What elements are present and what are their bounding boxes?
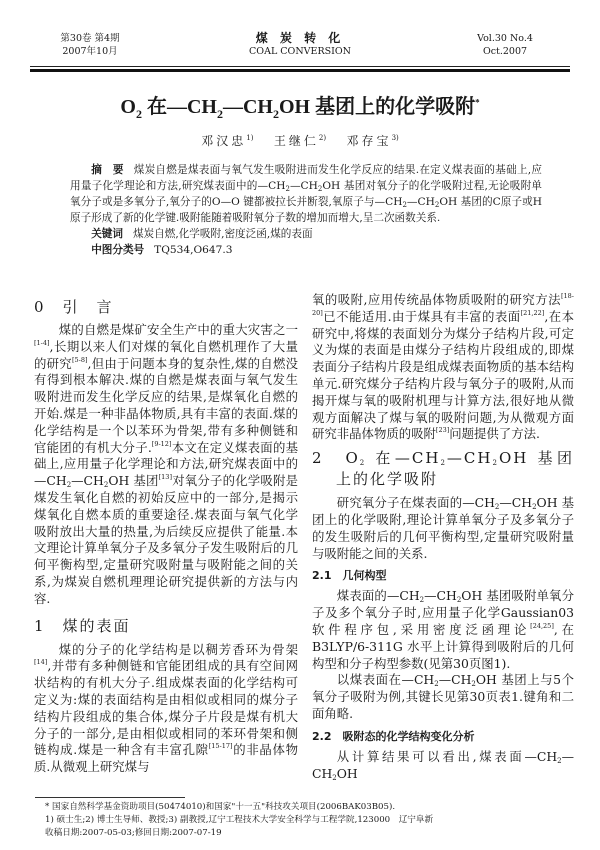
- author: [274, 134, 326, 148]
- author: [347, 134, 399, 148]
- volume-issue-en: Vol.30 No.4: [477, 33, 533, 44]
- text-run: 的非晶体物质.从微观上研究煤与: [34, 742, 298, 775]
- subscript: 2: [332, 773, 337, 782]
- text-run: 煤的自燃是煤矿安全生产中的重大灾害之一: [58, 322, 298, 337]
- subscript: 2: [456, 596, 462, 605]
- citation: [23]: [435, 426, 450, 435]
- subscript: 2: [557, 756, 562, 765]
- title-sub: 2: [135, 107, 142, 121]
- text-run: 对氧分子的化学吸附是煤发生氧化自燃的初始反应中的一部分,是揭示煤氧化自燃本质的重要途径.煤表面与氧气化学吸附放出大量的热量,为后续反应提供了能量.本文理论计算单氧分子及多氧分子发生吸附后的几何平衡构型,定量研究吸附量与吸附能之间的关系,为煤炭自燃机理理论研究提供新的方法与内容.: [34, 473, 299, 606]
- text-run: —CH: [424, 588, 457, 604]
- text-run: 氧的吸附,应用传统晶体物质吸附的研究方法: [312, 292, 561, 307]
- volume-issue: 第30卷 第4期: [60, 33, 120, 44]
- text-run: —CH: [499, 495, 533, 511]
- text-run: 在—CH: [366, 449, 441, 468]
- header-rule-thin: [30, 66, 570, 67]
- journal-name-en: COAL CONVERSION: [249, 46, 351, 57]
- keywords: [70, 226, 542, 242]
- text-run: 问题提供了方法.: [449, 426, 540, 442]
- subscript: 2: [402, 201, 407, 209]
- text-run: ,在本研究中,将煤的表面划分为煤分子结构片段,可定义为煤的表面是由煤分子结构片段组成的,即煤表面分子结构片段是组成煤表面物质的基本结构单元.研究煤分子结构片段与氧分子的吸附,从而揭开煤与氧的吸附机理与计算方法,很好地从微观方面解决了煤与氧的吸附问题,为从微观方面研究非晶体物质的吸附: [312, 308, 574, 442]
- text-run: —CH: [312, 748, 574, 781]
- subscript: 2: [471, 680, 476, 689]
- section-heading-intro: 0 引 言: [34, 298, 114, 316]
- text-run: OH 基团吸附单氧分子及多个氧分子时,应用量子化学Gaussian03 软件程序包,采用密度泛函理论: [312, 588, 574, 637]
- title-sub: 2: [272, 107, 279, 121]
- subscript: 2: [434, 201, 440, 209]
- abstract-text: [70, 164, 542, 224]
- text-run: OH 基团上与5个氧分子吸附为例,其键长见第30页表1.键角和二面角略.: [312, 672, 574, 721]
- text-run: —CH: [446, 449, 493, 468]
- title-footnote-mark: *: [475, 97, 480, 108]
- citation: [14]: [34, 658, 48, 667]
- paragraph: [312, 495, 574, 562]
- author-name: 邓存宝: [346, 134, 392, 148]
- section-heading-coal-surface: 1 煤的表面: [34, 616, 131, 635]
- abstract-label: 摘 要: [91, 164, 124, 176]
- text-run: 已不能适用.由于煤具有丰富的表面: [322, 308, 521, 324]
- text-run: 研究氧分子在煤表面的—CH: [336, 495, 495, 511]
- journal-name: [220, 32, 380, 58]
- text-run: OH 基团上的化学吸附,理论计算单氧分子及多氧分子的发生吸附后的几何平衡构型,定量研究吸附量与吸附能之间的关系.: [312, 495, 574, 561]
- text-run: OH 基团: [108, 473, 159, 489]
- text-run: OH 基团对氧分子的化学吸附过程,无论吸附单氧分子或是多氧分子,氧分子的O—O 键都被拉长并断裂,氧原子与—CH: [70, 180, 542, 208]
- title-sub: 2: [216, 107, 223, 121]
- footnote-rule: [35, 797, 185, 798]
- subsection-heading-geometry: 2.1 几何构型: [312, 569, 387, 583]
- paragraph: [312, 672, 574, 722]
- subscript: 2: [359, 459, 367, 468]
- section-heading-chemisorption: [312, 448, 574, 490]
- paragraph: [34, 642, 298, 776]
- citation: [1-4]: [34, 338, 50, 347]
- subsection-heading-structure-change: 2.2 吸附态的化学结构变化分析: [312, 729, 475, 743]
- citation: [13]: [158, 473, 172, 482]
- text-run: OH 基团上的化学吸附: [336, 449, 575, 489]
- footnotes: [35, 801, 575, 840]
- subscript: 2: [434, 680, 439, 689]
- paragraph: [34, 322, 298, 608]
- text-run: OH 基团的C原子或H原子形成了新的化学键.吸附能随着吸附氧分子数的增加而增大,呈二次函数关系.: [70, 196, 542, 224]
- keywords-text: 煤炭自燃,化学吸附,密度泛函,煤的表面: [132, 228, 313, 240]
- subscript: 2: [494, 503, 500, 512]
- author-mark: 2): [318, 134, 327, 142]
- subscript: 2: [317, 185, 323, 193]
- citation: [24,25]: [530, 621, 554, 630]
- author-list: [0, 132, 600, 149]
- issue-date: 2007年10月: [62, 46, 118, 57]
- citation: [5-8]: [71, 355, 88, 364]
- journal-name-cn: 煤 炭 转 化: [255, 31, 345, 45]
- left-column: [34, 297, 298, 776]
- citation: [15-17]: [208, 742, 233, 751]
- text-run: ,但由于问题本身的复杂性,煤的自燃没有得到根本解决.煤的自燃是煤表面与氧气发生吸附进而发生化学反应的结果,是煤氧化自燃的开始.煤是一种非晶体物质,具有丰富的表面.煤的化学结构是一个以苯环为骨架,带有多种侧链和官能团的有机大分子.: [34, 355, 298, 455]
- title-text: —CH: [222, 96, 273, 118]
- citation: [18-20]: [312, 292, 574, 317]
- text-run: 煤表面的—CH: [336, 588, 420, 604]
- text-run: —CH: [438, 672, 472, 688]
- subscript: 2: [440, 459, 447, 468]
- classification: [70, 242, 542, 258]
- subscript: 2: [285, 185, 290, 193]
- text-run: 本文在定义煤表面的基础上,应用量子化学理论和方法,研究煤表面中的—CH: [34, 439, 298, 489]
- keywords-label: 关键词: [91, 228, 123, 240]
- text-run: —CH: [289, 180, 318, 192]
- text-run: ,在 B3LYP/6-311G 水平上计算得到吸附后的几何构型和分子构型参数(见第30页图1).: [312, 621, 574, 671]
- paragraph: [312, 292, 574, 443]
- text-run: ,并带有多种侧链和官能团组成的具有空间网状结构的有机大分子.组成煤表面的化学结构可定义为:煤的表面结构是由相似或相同的煤分子结构片段组成的集合体,煤分子片段是煤有机大分子的一部分,是由相似或相同的苯环骨架和侧链构成.煤是一种含有丰富孔隙: [34, 658, 298, 758]
- header-rule-thick: [30, 69, 570, 72]
- author-name: 邓汉忠: [201, 134, 247, 148]
- text-run: —CH: [71, 473, 104, 489]
- text-run: 以煤表面在—CH: [336, 672, 435, 688]
- author-name: 王继仁: [273, 134, 319, 148]
- issue-date-en: Oct.2007: [482, 46, 528, 57]
- subscript: 2: [66, 481, 72, 490]
- page-title: [0, 90, 600, 122]
- footnote-dates: 收稿日期:2007-05-03;修回日期:2007-07-19: [45, 828, 222, 838]
- text-run: 2 O: [312, 449, 360, 468]
- text-run: ,长期以来人们对煤的氧化自燃机理作了大量的研究: [34, 338, 298, 371]
- title-text: OH 基团上的化学吸附: [278, 96, 476, 118]
- text-run: 煤的分子的化学结构是以稠芳香环为骨架: [58, 641, 298, 657]
- text-run: 从计算结果可以看出,煤表面—CH: [336, 748, 558, 764]
- right-column: [312, 292, 574, 782]
- author-mark: 3): [391, 134, 399, 142]
- journal-issue-info-en: [460, 32, 550, 58]
- subscript: 2: [532, 503, 537, 512]
- classification-label: 中图分类号: [91, 244, 145, 256]
- text-run: 煤炭自燃是煤表面与氧气发生吸附进而发生化学反应的结果.在定义煤表面的基础上,应用量子化学理论和方法,研究煤表面中的—CH: [70, 164, 543, 192]
- title-text: 在—CH: [141, 96, 217, 118]
- footnote-affiliation: 1) 硕士生;2) 博士生导师、教授;3) 副教授,辽宁工程技术大学安全科学与工程学院,123000 辽宁阜新: [45, 815, 434, 825]
- classification-value: TQ534,O647.3: [154, 244, 233, 256]
- title-text: O: [120, 96, 136, 118]
- text-run: —CH: [406, 196, 435, 208]
- author-mark: 1): [246, 134, 254, 142]
- subscript: 2: [492, 459, 499, 468]
- paragraph: [312, 588, 574, 672]
- citation: [9-12]: [151, 439, 172, 448]
- journal-issue-info: [50, 32, 130, 58]
- citation: [21,22]: [520, 308, 545, 317]
- author: [201, 134, 253, 148]
- footnote-funding: * 国家自然科学基金资助项目(50474010)和国家"十一五"科技攻关项目(2006BAK03B05).: [45, 802, 396, 812]
- abstract: [70, 162, 542, 258]
- subscript: 2: [419, 596, 425, 605]
- text-run: OH: [336, 765, 358, 781]
- subscript: 2: [103, 481, 109, 490]
- paragraph: [312, 749, 574, 783]
